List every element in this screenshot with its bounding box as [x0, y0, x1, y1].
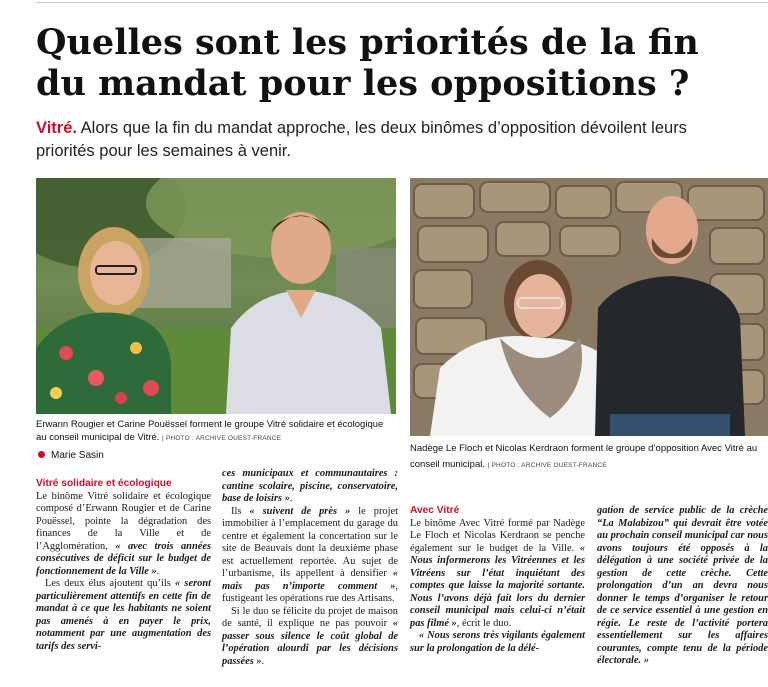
- quote: gation de service public de la crèche: [597, 505, 768, 516]
- headline-line-1: Quelles sont les priorités de la fin: [36, 22, 699, 63]
- column-3: [410, 505, 585, 655]
- text: Le binôme Avec Vitré formé par Nadège Le Floch et Nicolas Kerdraon se penche également sur le budget de la Ville.: [410, 517, 585, 554]
- paragraph: [222, 606, 398, 669]
- caption-text-2: Nadège Le Floch et Nicolas Kerdraon forment le groupe d’opposition Avec Vitré au conseil municipal.: [410, 443, 758, 470]
- text: .: [289, 493, 293, 504]
- quote: « suivent de près »: [249, 505, 351, 517]
- text: , fustigeant les opérations rue des Artisans.: [222, 580, 398, 604]
- photo-credit-1: | PHOTO : ARCHIVE OUEST-FRANCE: [162, 435, 282, 442]
- subhead-vitre-solidaire: Vitré solidaire et écologique: [36, 478, 172, 489]
- author-name: Marie Sasin: [51, 450, 104, 461]
- photo-avec-vitre: [410, 178, 768, 436]
- author-bullet-icon: [38, 451, 45, 458]
- text: Si le duo se félicite du projet de maison de santé, il explique ne pas pouvoir: [222, 605, 398, 629]
- paragraph: [36, 578, 211, 653]
- quote: “La Malabizou”: [597, 517, 669, 529]
- top-rule: [36, 2, 768, 3]
- column-2: [222, 468, 398, 668]
- column-4: [597, 505, 768, 675]
- caption-text-1: Erwann Rougier et Carine Pouëssel forment le groupe Vitré solidaire et écologique au conseil municipal de Vitré.: [36, 419, 384, 443]
- text: le projet immobilier à l’emplacement du garage du centre et également la concertation sur le site de Beauvais dont la deuxième phase est actuellement reportée. Au sujet de l’urbanisme, ils appellent à densifier: [222, 505, 398, 579]
- paragraph: [410, 518, 585, 631]
- quote: ces municipaux et communautaires : cantine scolaire, piscine, conservatoire, base de loisirs »: [222, 468, 398, 504]
- headline-line-2: du mandat pour les oppositions ?: [36, 63, 690, 104]
- quote: « passer sous silence le coût global de l’opération alourdi par les décisions passées »: [222, 618, 398, 667]
- paragraph: [410, 630, 585, 655]
- photo-credit-2: | PHOTO : ARCHIVE OUEST-FRANCE: [487, 462, 607, 469]
- author-byline: [38, 450, 104, 461]
- location-label: Vitré.: [36, 119, 77, 137]
- standfirst-text: Alors que la fin du mandat approche, les deux binômes d’opposition dévoilent leurs priorités pour les semaines à venir.: [36, 119, 687, 160]
- text: .: [156, 565, 160, 577]
- text: , écrit le duo.: [456, 617, 512, 629]
- photo-caption-1: [36, 418, 396, 445]
- quote: « avec trois années consécutives de déficit sur le budget de fonctionnement de la Ville »: [36, 540, 211, 577]
- quote: « seront particulièrement attentifs en cette fin de mandat à ce que les habitants ne soient pas amenés à en payer le prix, notamment par une augmentation des tarifs des servi-: [36, 578, 211, 652]
- paragraph: [597, 505, 768, 668]
- quote: « Nous serons très vigilants également sur la prolongation de la délé-: [410, 630, 585, 654]
- text: Ils: [231, 505, 250, 517]
- column-1: [36, 478, 211, 653]
- quote: « mais pas n’importe comment »: [222, 568, 398, 592]
- subhead-avec-vitre: Avec Vitré: [410, 505, 460, 516]
- text: Le binôme Vitré solidaire et écologique composé d’Erwann Rougier et de Carine Pouëssel, pointe la dégradation des finances de la Ville et de l’Agglomération,: [36, 490, 211, 552]
- photo-caption-2: [410, 441, 768, 474]
- text: .: [261, 655, 265, 667]
- text: Les deux élus ajoutent qu’ils: [45, 578, 176, 589]
- standfirst: [36, 117, 736, 163]
- headline: [36, 22, 768, 104]
- paragraph: [222, 468, 398, 506]
- quote: « Nous informerons les Vitréennes et les Vitréens sur l’état inquiétant des comptes que laisse la majorité sortante. Nous l’avons déjà fait lors du dernier conseil municipal mais celui-ci n’était pas filmé »: [410, 542, 585, 629]
- quote: qui devrait être votée au prochain conseil municipal car nous avons toujours été opposés à la délégation à une société privée de la gestion de cette crèche. Cette prolongation d’un an devra nous donner le temps d’organiser le retour de ce service essentiel à une gestion en régie. Le reste de l’activité portera essentiellement sur les affaires courantes, compte tenu de la période électorale. »: [597, 517, 768, 666]
- paragraph: [222, 506, 398, 606]
- paragraph: [36, 491, 211, 579]
- photo-vitre-solidaire: [36, 178, 396, 414]
